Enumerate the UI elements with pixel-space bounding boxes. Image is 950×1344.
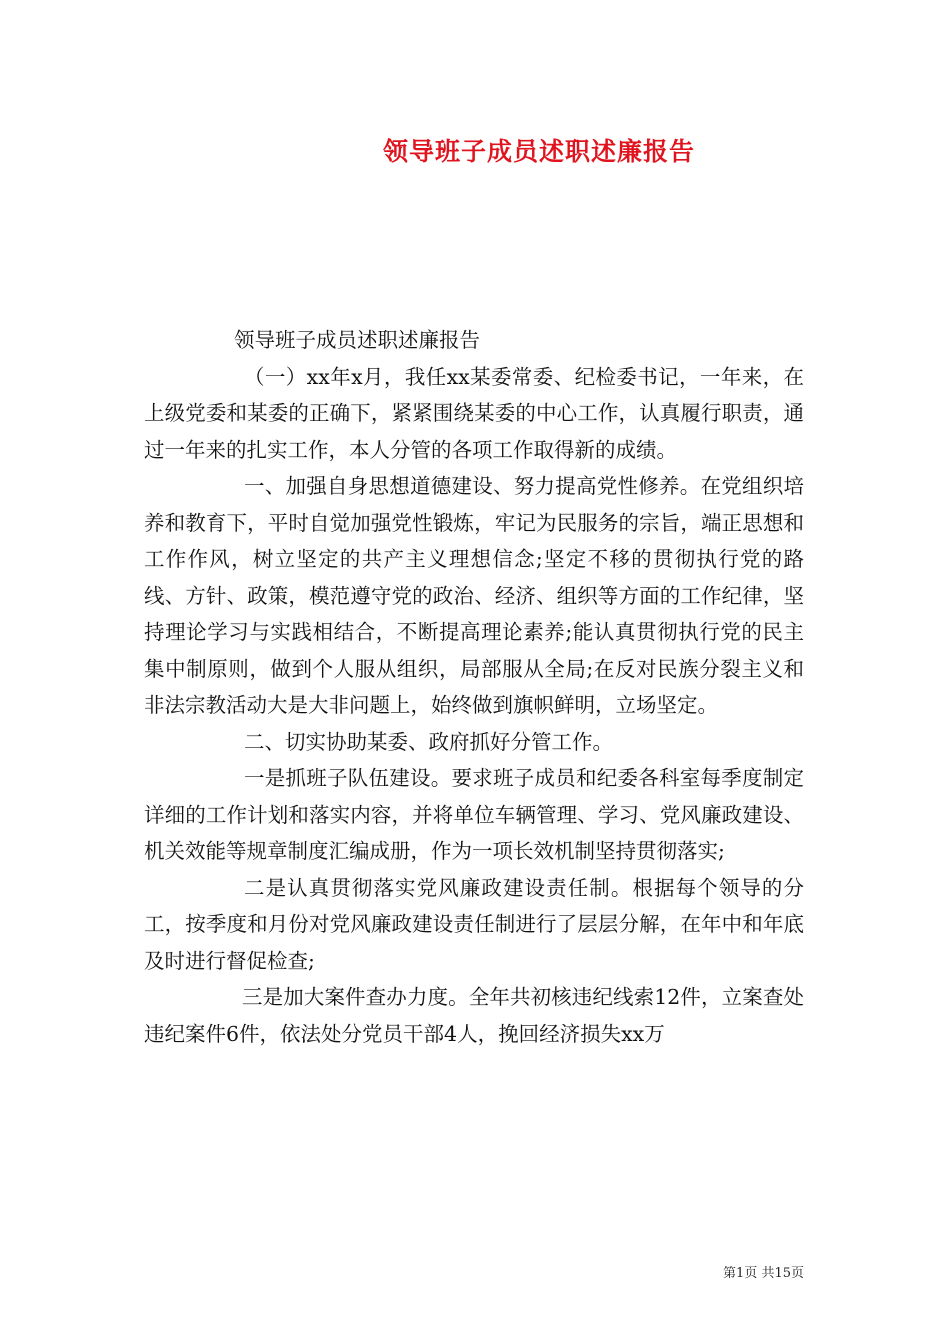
paragraph-item-one: 一是抓班子队伍建设。要求班子成员和纪委各科室每季度制定详细的工作计划和落实内容，并将单位车辆管理、学习、党风廉政建设、机关效能等规章制度汇编成册，作为一项长效机制坚持贯彻落实; [144, 766, 804, 863]
document-body [144, 322, 804, 1052]
paragraph-section-one: 一、加强自身思想道德建设、努力提高党性修养。在党组织培养和教育下，平时自觉加强党性锻炼，牢记为民服务的宗旨，端正思想和工作作风，树立坚定的共产主义理想信念;坚定不移的贯彻执行党的路线、方针、政策，模范遵守党的政治、经济、组织等方面的工作纪律，坚持理论学习与实践相结合，不断提高理论素养;能认真贯彻执行党的民主集中制原则，做到个人服从组织，局部服从全局;在反对民族分裂主义和非法宗教活动大是大非问题上，始终做到旗帜鲜明，立场坚定。 [144, 474, 804, 717]
paragraph-section-two: 二、切实协助某委、政府抓好分管工作。 [244, 729, 613, 754]
paragraph-item-three: 三是加大案件查办力度。全年共初核违纪线索12件，立案查处违纪案件6件，依法处分党员干部4人，挽回经济损失xx万 [144, 985, 804, 1046]
paragraph-intro: （一）xx年x月，我任xx某委常委、纪检委书记，一年来，在上级党委和某委的正确下，紧紧围绕某委的中心工作，认真履行职责，通过一年来的扎实工作，本人分管的各项工作取得新的成绩。 [144, 364, 804, 462]
document-title: 领导班子成员述职述廉报告 [382, 137, 695, 166]
paragraph-item-two: 二是认真贯彻落实党风廉政建设责任制。根据每个领导的分工，按季度和月份对党风廉政建设责任制进行了层层分解，在年中和年底及时进行督促检查; [144, 875, 804, 973]
page-number: 第1页 共15页 [723, 1266, 804, 1281]
document-subtitle: 领导班子成员述职述廉报告 [234, 328, 480, 352]
